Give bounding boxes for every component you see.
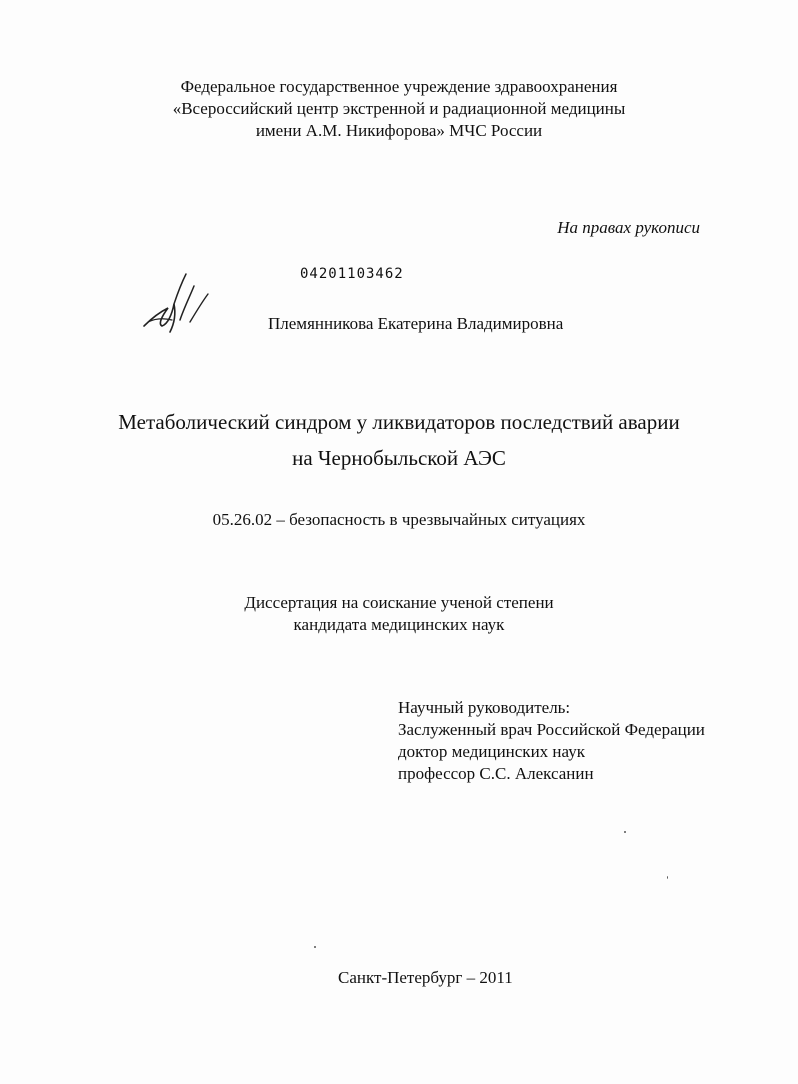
degree-line-1: Диссертация на соискание ученой степени <box>244 593 554 612</box>
handwritten-signature <box>138 268 218 338</box>
author-name: Племянникова Екатерина Владимировна <box>268 314 564 333</box>
supervisor-block <box>398 697 705 785</box>
title-line-1: Метаболический синдром у ликвидаторов последствий аварии <box>118 410 680 434</box>
org-line-1: Федеральное государственное учреждение здравоохранения <box>180 77 618 96</box>
dissertation-title <box>0 404 798 476</box>
org-line-2: «Всероссийский центр экстренной и радиационной медицины <box>172 99 626 118</box>
city-year: Санкт-Петербург – 2011 <box>338 968 513 987</box>
scan-speck <box>314 946 316 948</box>
supervisor-honor: Заслуженный врач Российской Федерации <box>398 720 705 739</box>
specialty-code: 05.26.02 – безопасность в чрезвычайных ситуациях <box>212 510 586 529</box>
org-line-3: имени А.М. Никифорова» МЧС России <box>255 121 543 140</box>
supervisor-name: профессор С.С. Алексанин <box>398 764 594 783</box>
supervisor-label: Научный руководитель: <box>398 698 571 717</box>
scan-speck <box>624 831 626 833</box>
supervisor-degree: доктор медицинских наук <box>398 742 585 761</box>
document-number: 04201103462 <box>300 266 404 282</box>
organization-header <box>0 76 798 142</box>
scan-speck <box>667 876 668 879</box>
degree-statement <box>0 592 798 636</box>
manuscript-note: На правах рукописи <box>557 218 700 237</box>
degree-line-2: кандидата медицинских наук <box>293 615 505 634</box>
title-line-2: на Чернобыльской АЭС <box>292 446 506 470</box>
